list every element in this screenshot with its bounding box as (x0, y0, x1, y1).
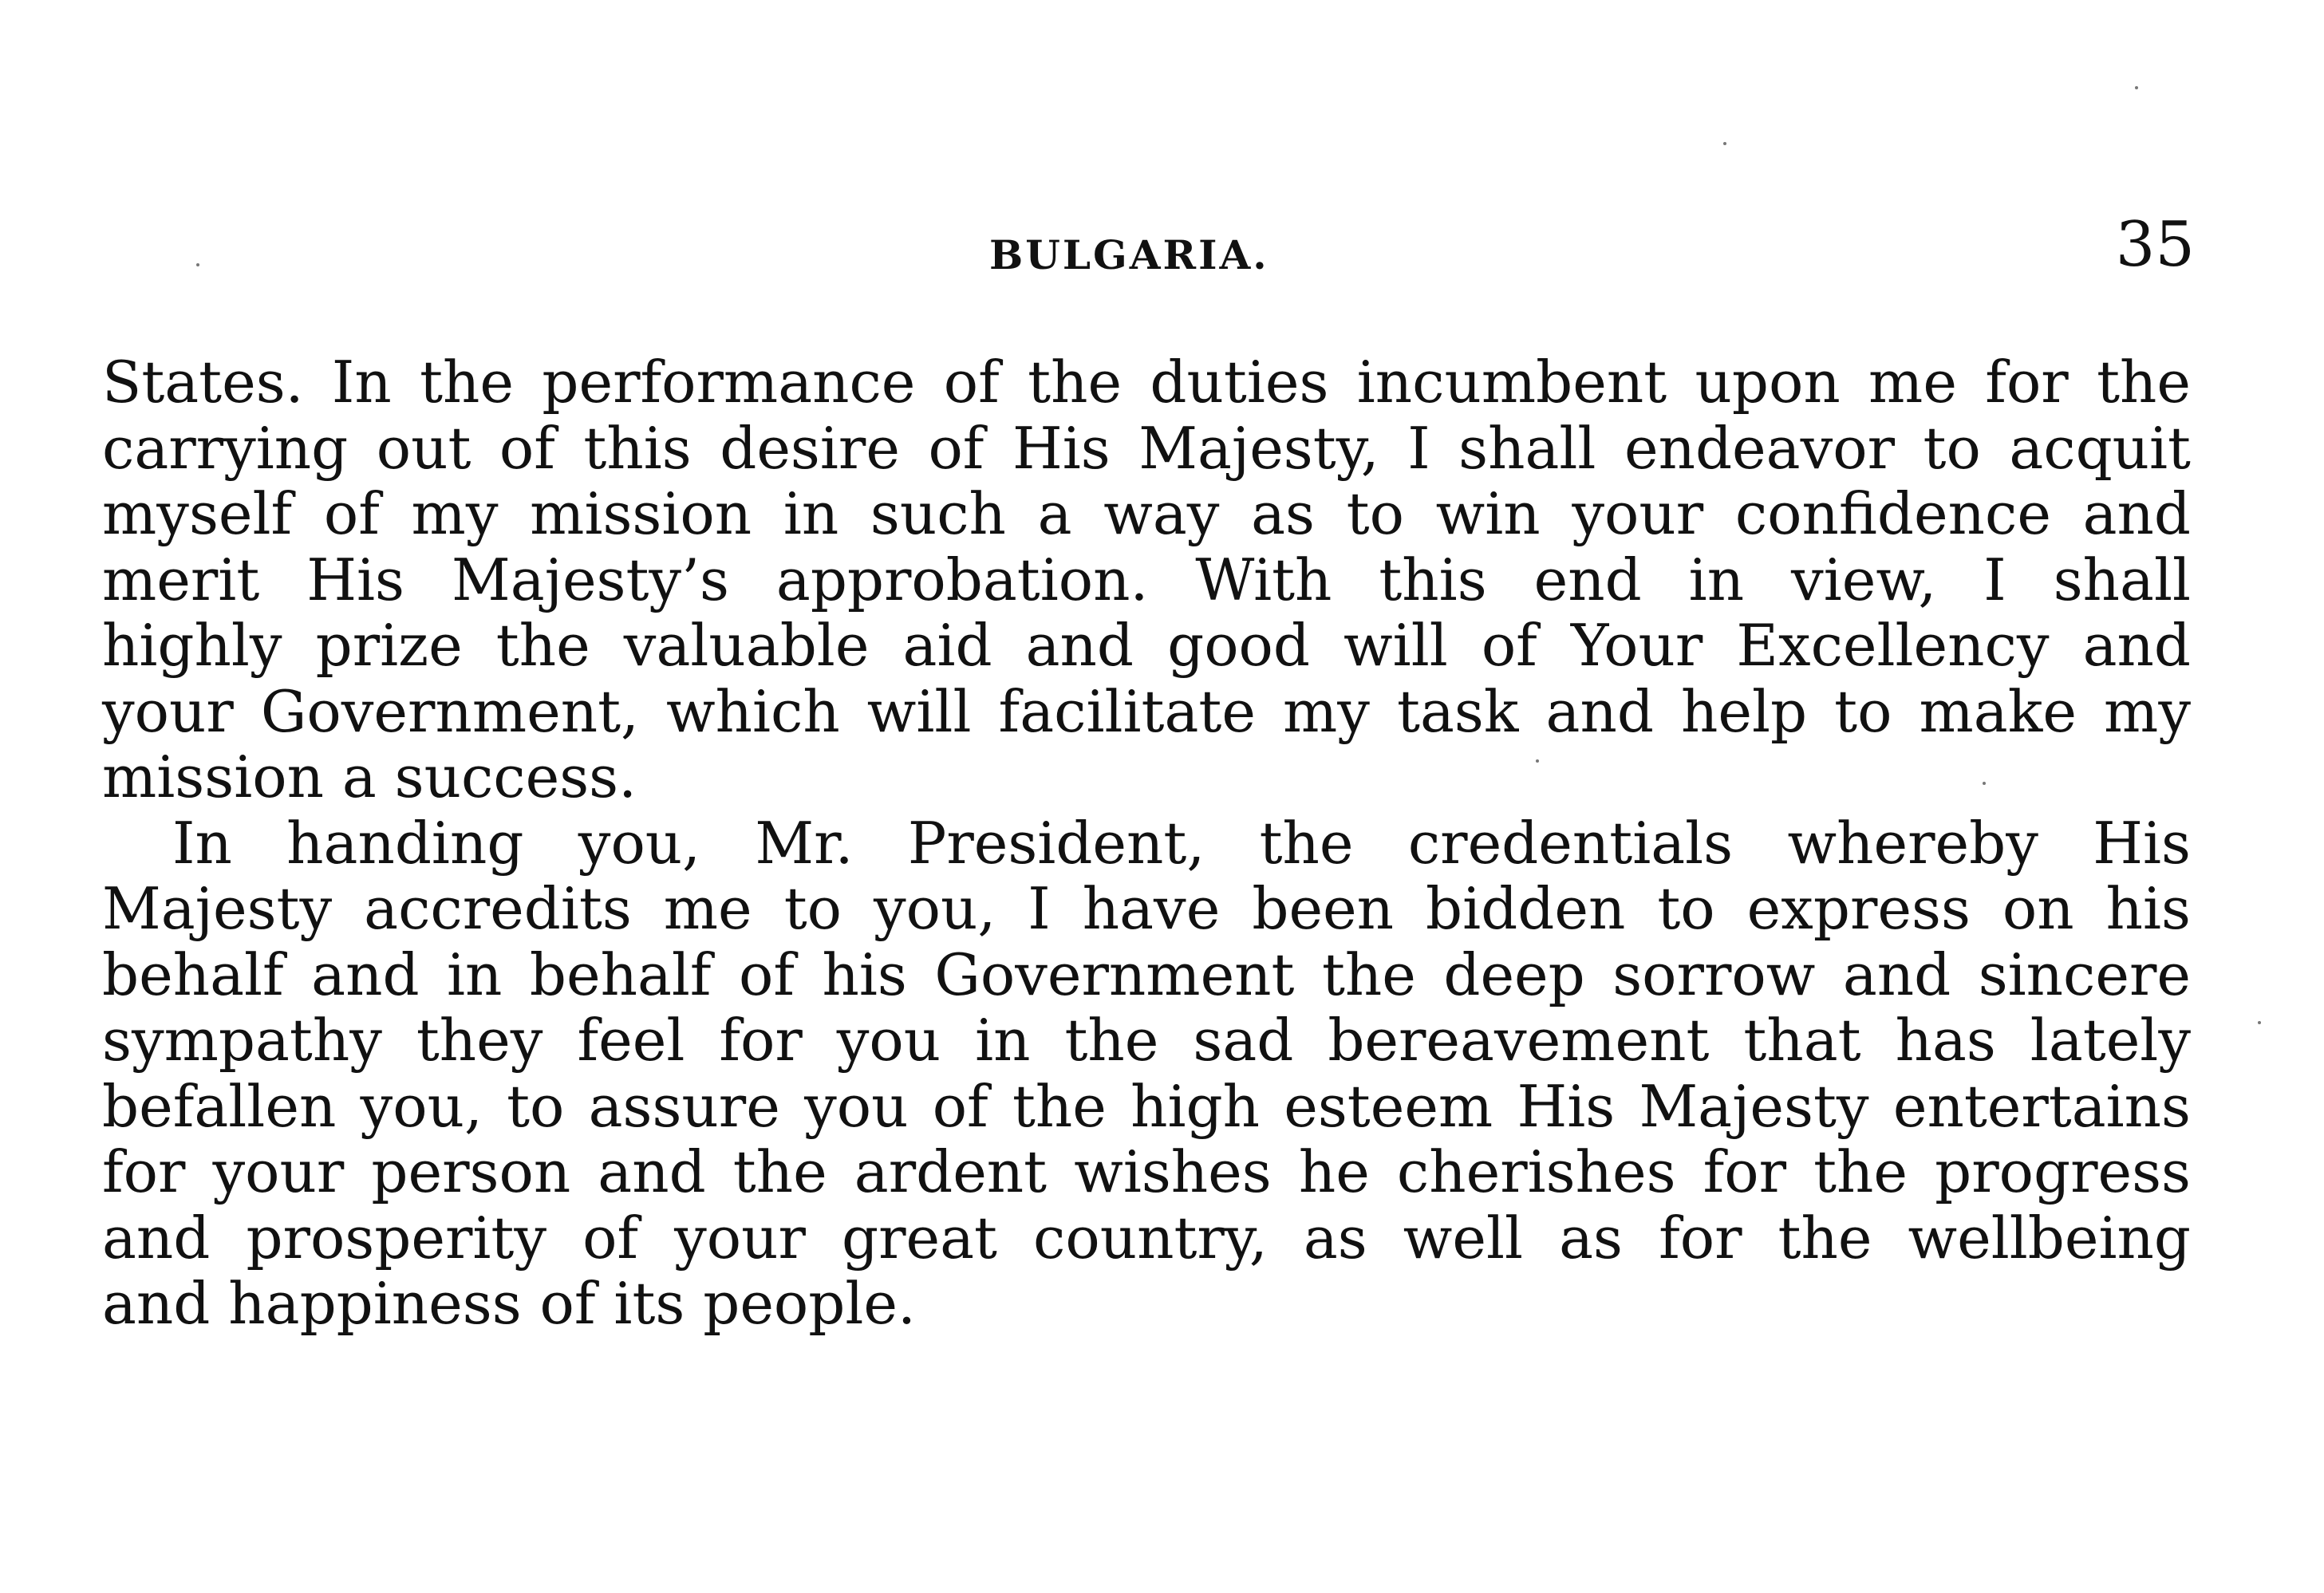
paragraph-1 (102, 349, 2191, 810)
scan-speck (1536, 759, 1539, 763)
paragraph-2 (102, 810, 2191, 1337)
scan-speck (2258, 1021, 2261, 1024)
text-line: carrying out of this desire of His Majesty, I shall endeavor to acquit (102, 414, 2191, 482)
scan-speck (1723, 142, 1726, 145)
text-line: and happiness of its people. (102, 1270, 916, 1337)
text-line: and prosperity of your great country, as well as for the wellbeing (102, 1204, 2191, 1272)
scan-speck (1983, 782, 1986, 785)
text-line: merit His Majesty’s approbation. With this end in view, I shall (102, 546, 2191, 613)
text-line: myself of my mission in such a way as to win your confidence and (102, 480, 2191, 547)
running-head: BULGARIA. (989, 231, 1269, 278)
body-text (102, 349, 2191, 1337)
text-line: befallen you, to assure you of the high esteem His Majesty entertains (102, 1072, 2191, 1140)
text-line: mission a success. (102, 743, 637, 810)
text-line: sympathy they feel for you in the sad bereavement that has lately (102, 1007, 2191, 1074)
text-line: for your person and the ardent wishes he cherishes for the progress (102, 1138, 2191, 1205)
text-line: behalf and in behalf of his Government the deep sorrow and sincere (102, 940, 2191, 1008)
scan-speck (2135, 86, 2138, 89)
text-line: In handing you, Mr. President, the credentials whereby His (172, 809, 2191, 877)
text-line: highly prize the valuable aid and good will of Your Excellency and (102, 612, 2191, 679)
text-line: States. In the performance of the duties incumbent upon me for the (102, 349, 2191, 416)
page-number: 35 (2115, 209, 2195, 281)
text-line: your Government, which will facilitate my task and help to make my (102, 677, 2191, 745)
scan-speck (196, 263, 199, 266)
text-line: Majesty accredits me to you, I have been bidden to express on his (102, 875, 2191, 942)
